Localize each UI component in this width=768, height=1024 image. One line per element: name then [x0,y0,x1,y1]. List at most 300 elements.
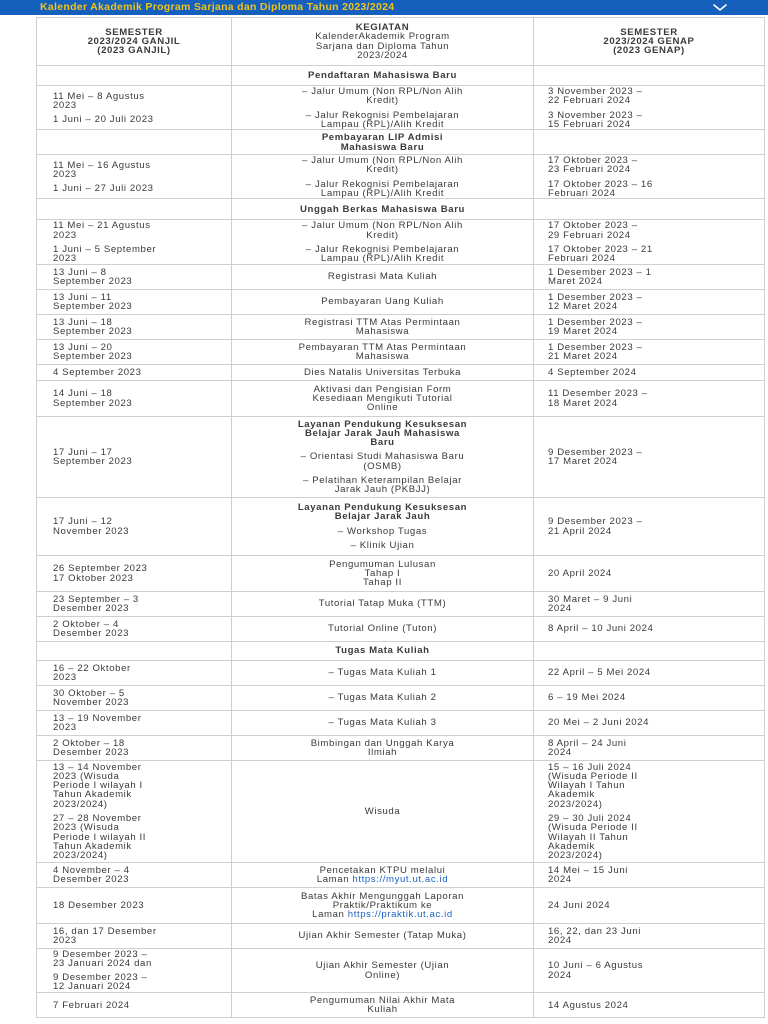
date-group [53,221,227,240]
chevron-down-icon[interactable] [708,0,732,15]
date-group [548,343,760,362]
date-group [53,763,227,809]
date-group [548,595,760,614]
date-group [548,293,760,312]
activity-line: – Jalur Rekognisi Pembelajaran [305,243,460,255]
date-group [548,245,760,264]
table-row [37,264,765,289]
activity-cell [232,497,534,555]
section-title [232,66,534,86]
activity-group [236,541,529,550]
date-group [548,517,760,536]
activity-group [236,297,529,306]
activity-cell [232,760,534,862]
header-line: SEMESTER [620,26,678,38]
date-group [53,1001,227,1010]
ganjil-date-cell [37,364,232,380]
date-line: 1 Desember 2023 – [548,291,643,303]
genap-date-cell [534,616,765,641]
genap-date-cell [534,220,765,264]
genap-date-cell [534,760,765,862]
activity-group [236,368,529,377]
genap-date-cell [534,923,765,948]
date-group [53,448,227,467]
genap-date-cell [534,685,765,710]
date-line: 20 Mei – 2 Juni 2024 [548,717,650,729]
date-line: 9 Desember 2023 – [53,972,148,984]
genap-date-cell [534,591,765,616]
date-group [53,161,227,180]
activity-group [236,111,529,130]
section-title [232,130,534,155]
date-line: 26 September 2023 [53,563,148,575]
date-line: 11 Mei – 21 Agustus [53,220,151,232]
date-line: 22 Februari 2024 [548,95,631,107]
date-group [53,927,227,946]
section-row [37,641,765,660]
date-line: 1 Juni – 20 Juli 2023 [53,114,154,126]
table-row [37,862,765,887]
activity-line: Bimbingan dan Unggah Karya [310,737,455,749]
ganjil-date-cell [37,314,232,339]
activity-line: Jarak Jauh (PKBJJ) [334,484,431,496]
ganjil-date-cell [37,155,232,199]
date-line: 2023 (Wisuda [53,770,120,782]
date-line: 17 Oktober 2023 – 16 [548,178,653,190]
table-row [37,314,765,339]
date-line: 2023 [53,722,77,734]
activity-line: Ilmiah [367,747,398,759]
date-group [53,814,227,860]
ganjil-date-cell [37,710,232,735]
activity-group [236,931,529,940]
activity-line: Tutorial Tatap Muka (TTM) [318,598,447,610]
activity-group [236,156,529,175]
date-line: 3 November 2023 – [548,86,643,97]
date-line: (Wisuda Periode II [548,770,638,782]
date-group [548,901,760,910]
activity-line: Ujian Akhir Semester (Ujian [315,960,450,972]
date-line: 9 Desember 2023 – [548,516,643,528]
ganjil-date-cell [37,380,232,416]
date-line: September 2023 [53,456,133,468]
activity-cell [232,862,534,887]
genap-date-cell [534,948,765,992]
date-line: September 2023 [53,351,133,363]
date-group [53,92,227,111]
empty-cell [37,199,232,220]
ganjil-date-cell [37,86,232,130]
genap-date-cell [534,289,765,314]
activity-line: – Orientasi Studi Mahasiswa Baru [300,451,465,463]
genap-date-cell [534,735,765,760]
date-line: 17 Juni – 17 [53,446,113,458]
date-group [53,389,227,408]
date-line: 15 – 16 Juli 2024 [548,761,632,773]
date-line: Februari 2024 [548,188,616,200]
date-line: 30 Maret – 9 Juni [548,593,633,605]
date-line: November 2023 [53,525,130,537]
date-line: 17 Oktober 2023 – [548,220,638,232]
genap-date-cell [534,555,765,591]
ganjil-date-cell [37,760,232,862]
activity-cell [232,685,534,710]
date-line: 7 Februari 2024 [53,999,130,1011]
date-line: 6 – 19 Mei 2024 [548,692,626,704]
activity-link[interactable]: https://myut.ut.ac.id [352,874,449,886]
date-line: Maret 2024 [548,276,603,288]
date-line: 11 Mei – 16 Agustus [53,159,151,171]
header-line: (2023 GENAP) [613,45,685,57]
activity-group [236,272,529,281]
ganjil-date-cell [37,887,232,923]
activity-cell [232,220,534,264]
ganjil-date-cell [37,555,232,591]
header-line: 2023/2024 GANJIL [87,35,181,47]
date-line: Periode I wilayah I [53,780,143,792]
genap-date-cell [534,887,765,923]
activity-line: Kredit) [366,229,399,241]
section-title-line: Mahasiswa Baru [340,141,425,153]
date-line: 4 September 2024 [548,366,637,378]
date-group [548,87,760,106]
date-group [53,517,227,536]
date-line: 2023/2024) [548,798,603,810]
date-line: 17 Oktober 2023 – [548,155,638,167]
table-row [37,416,765,497]
table-row [37,289,765,314]
empty-cell [534,130,765,155]
date-group [548,569,760,578]
table-row [37,710,765,735]
date-line: 13 Juni – 20 [53,341,113,353]
activity-group [236,807,529,816]
date-line: 1 Desember 2023 – [548,316,643,328]
empty-cell [37,66,232,86]
date-line: 1 Desember 2023 – 1 [548,266,652,278]
date-line: 1 Desember 2023 – [548,341,643,353]
activity-line: – Jalur Rekognisi Pembelajaran [305,109,460,121]
date-group [548,763,760,809]
date-group [53,343,227,362]
date-group [548,268,760,287]
empty-cell [534,66,765,86]
date-line: 16, dan 17 Desember [53,925,157,937]
activity-group [236,599,529,608]
activity-group [236,739,529,758]
date-group [548,318,760,337]
activity-cell [232,289,534,314]
calendar-table-container [36,17,764,1018]
activity-line: Tahap II [363,577,402,589]
activity-line: Registrasi TTM Atas Permintaan [304,316,461,328]
table-row [37,660,765,685]
date-line: September 2023 [53,326,133,338]
activity-line: Pengumuman Lulusan [329,558,436,570]
date-group [53,714,227,733]
ganjil-date-cell [37,339,232,364]
table-row [37,923,765,948]
date-line: Akademik [548,789,595,801]
table-row [37,86,765,130]
date-group [53,245,227,264]
activity-group [236,343,529,362]
genap-date-cell [534,86,765,130]
genap-date-cell [534,264,765,289]
activity-cell [232,155,534,199]
activity-line: – Tugas Mata Kuliah 1 [328,667,437,679]
date-line: Desember 2023 [53,874,130,886]
section-row [37,130,765,155]
accordion-title: Kalender Akademik Program Sarjana dan Diploma Tahun 2023/2024 [40,1,395,13]
ganjil-date-cell [37,616,232,641]
activity-line: – Jalur Rekognisi Pembelajaran [305,178,460,190]
empty-cell [534,641,765,660]
activity-cell [232,616,534,641]
activity-line: – Pelatihan Keterampilan Belajar [303,475,462,486]
date-group [53,268,227,287]
activity-line: – Tugas Mata Kuliah 3 [328,717,437,729]
genap-date-cell [534,862,765,887]
date-line: 30 Oktober – 5 [53,687,125,699]
activity-group [236,452,529,471]
genap-date-cell [534,339,765,364]
date-group [53,368,227,377]
date-line: 2023 [53,253,77,265]
date-group [53,293,227,312]
ganjil-date-cell [37,735,232,760]
activity-line: – Workshop Tugas [337,525,428,537]
activity-line: Tahap I [364,567,401,579]
activity-group [236,624,529,633]
table-row [37,685,765,710]
activity-line: Pencetakan KTPU melalui [319,864,446,876]
date-group [548,624,760,633]
date-line: 13 Juni – 8 [53,266,107,278]
genap-date-cell [534,380,765,416]
date-line: 21 Maret 2024 [548,351,618,363]
date-line: 14 Mei – 15 Juni [548,864,628,876]
ganjil-date-cell [37,992,232,1017]
date-group [548,368,760,377]
header-line: 2023/2024 GENAP [603,35,695,47]
date-group [53,950,227,969]
activity-line: Tutorial Online (Tuton) [327,623,438,635]
section-title-line: Unggah Berkas Mahasiswa Baru [299,204,466,216]
date-line: 17 Juni – 12 [53,516,113,528]
date-group [548,180,760,199]
activity-group [236,385,529,413]
activity-link[interactable]: https://praktik.ut.ac.id [347,909,453,921]
genap-date-cell [534,416,765,497]
activity-group [236,996,529,1015]
activity-group [236,693,529,702]
date-line: 2023/2024) [548,850,603,862]
ganjil-date-cell [37,591,232,616]
ganjil-date-cell [37,497,232,555]
date-line: 9 Desember 2023 – [548,446,643,458]
empty-cell [534,199,765,220]
date-line: Akademik [548,840,595,852]
table-row [37,591,765,616]
ganjil-date-cell [37,660,232,685]
header-semester-genap [534,18,765,66]
table-row [37,887,765,923]
activity-group [236,527,529,536]
date-group [548,961,760,980]
ganjil-date-cell [37,685,232,710]
date-line: Februari 2024 [548,253,616,265]
activity-cell [232,923,534,948]
section-row [37,199,765,220]
activity-line: Praktik/Praktikum ke [332,899,433,911]
header-kegiatan [232,18,534,66]
header-line: KalenderAkademik Program [315,31,450,43]
activity-line: – Jalur Umum (Non RPL/Non Alih [302,86,463,97]
date-line: 23 September – 3 [53,593,139,605]
activity-line: Kesediaan Mengikuti Tutorial [312,392,453,404]
date-line: 16, 22, dan 23 Juni [548,925,642,937]
date-line: 2 Oktober – 18 [53,737,125,749]
activity-group [236,476,529,495]
activity-cell [232,710,534,735]
table-row [37,948,765,992]
date-line: 8 April – 10 Juni 2024 [548,623,654,635]
table-body [37,66,765,1018]
activity-line: Pembayaran TTM Atas Permintaan [298,341,467,353]
activity-heading-line: Belajar Jarak Jauh [334,511,431,523]
date-line: 17 Oktober 2023 [53,572,134,584]
activity-heading-line: Belajar Jarak Jauh Mahasiswa [305,427,460,439]
activity-cell [232,380,534,416]
activity-line: Registrasi Mata Kuliah [327,271,438,283]
date-group [548,718,760,727]
date-line: 2024 [548,969,572,981]
ganjil-date-cell [37,923,232,948]
date-line: 24 Juni 2024 [548,899,611,911]
date-group [548,814,760,860]
date-line: Desember 2023 [53,747,130,759]
activity-line: – Jalur Umum (Non RPL/Non Alih [302,155,463,167]
date-line: 2024 [548,747,572,759]
academic-calendar-table [36,17,765,1018]
date-line: 22 April – 5 Mei 2024 [548,667,651,679]
link-prefix: Laman [316,874,353,886]
activity-heading [236,420,529,448]
date-line: 12 Januari 2024 [53,981,131,993]
activity-line: Pengumuman Nilai Akhir Mata [309,994,456,1006]
ganjil-date-cell [37,264,232,289]
activity-line: Wisuda [364,805,401,817]
date-line: Wilayah II Tahun [548,831,629,843]
date-line: Desember 2023 [53,603,130,615]
genap-date-cell [534,660,765,685]
date-group [548,156,760,175]
date-line: 13 – 19 November [53,712,142,724]
date-group [53,689,227,708]
date-group [548,927,760,946]
activity-line: Kuliah [367,1004,398,1016]
date-line: 2024 [548,935,572,947]
activity-line: – Tugas Mata Kuliah 2 [328,692,437,704]
activity-line: Lampau (RPL)/Alih Kredit [320,118,445,130]
date-line: November 2023 [53,697,130,709]
date-line: 19 Maret 2024 [548,326,618,338]
date-line: 2023/2024) [53,798,108,810]
date-group [53,866,227,885]
date-group [53,664,227,683]
header-line: 2023/2024 [357,49,408,61]
date-line: 2023/2024) [53,850,108,862]
date-group [548,221,760,240]
date-line: (Wisuda Periode II [548,822,638,834]
accordion-header[interactable] [0,0,768,15]
date-group [53,620,227,639]
date-line: 14 Agustus 2024 [548,999,629,1011]
table-row [37,220,765,264]
empty-cell [37,641,232,660]
date-line: 4 September 2023 [53,366,142,378]
date-line: 11 Mei – 8 Agustus [53,90,145,102]
activity-line: – Jalur Umum (Non RPL/Non Alih [302,220,463,232]
activity-cell [232,364,534,380]
date-line: September 2023 [53,397,133,409]
date-line: 23 Januari 2024 dan [53,957,152,969]
activity-cell [232,591,534,616]
activity-group [236,668,529,677]
activity-link-line [236,875,529,884]
table-row [37,555,765,591]
activity-line: – Klinik Ujian [350,539,415,551]
section-title-line: Pendaftaran Mahasiswa Baru [308,70,457,82]
activity-heading-line: Layanan Pendukung Kesuksesan [297,418,468,430]
date-line: September 2023 [53,276,133,288]
date-group [53,318,227,337]
genap-date-cell [534,497,765,555]
date-line: 20 April 2024 [548,567,612,579]
activity-line: Mahasiswa [355,351,410,363]
activity-group [236,87,529,106]
table-header-row [37,18,765,66]
activity-group [236,221,529,240]
table-row [37,339,765,364]
date-group [548,1001,760,1010]
activity-cell [232,992,534,1017]
empty-cell [37,130,232,155]
date-line: 13 Juni – 18 [53,316,113,328]
date-line: 2023 (Wisuda [53,822,120,834]
date-line: 1 Juni – 5 September [53,243,157,255]
ganjil-date-cell [37,862,232,887]
date-line: 8 April – 24 Juni [548,737,627,749]
date-line: Desember 2023 [53,628,130,640]
ganjil-date-cell [37,948,232,992]
date-group [548,693,760,702]
date-line: 2023 [53,229,77,241]
date-line: 2023 [53,169,77,181]
genap-date-cell [534,364,765,380]
activity-line: Kredit) [366,164,399,176]
activity-line: Pembayaran Uang Kuliah [321,296,444,308]
activity-group [236,560,529,588]
table-row [37,616,765,641]
date-line: 29 – 30 Juli 2024 [548,813,632,825]
activity-line: Lampau (RPL)/Alih Kredit [320,188,445,200]
activity-cell [232,660,534,685]
genap-date-cell [534,710,765,735]
date-line: 10 Juni – 6 Agustus [548,960,644,972]
header-semester-ganjil [37,18,232,66]
